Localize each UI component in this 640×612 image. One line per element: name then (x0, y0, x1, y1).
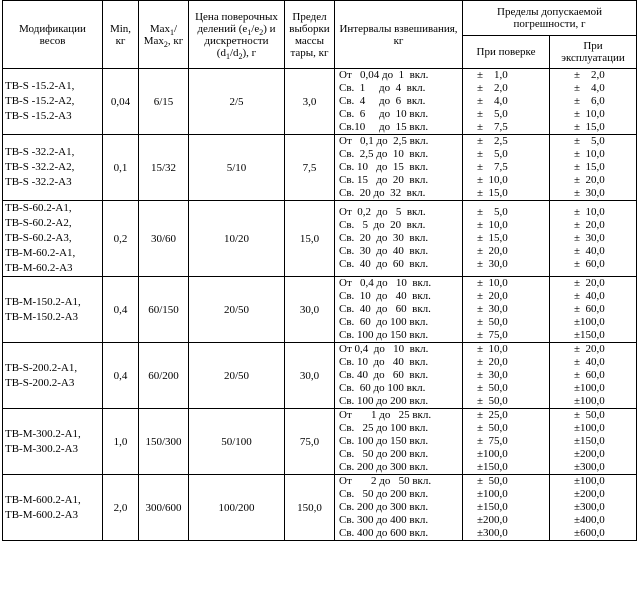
operation-cell (550, 277, 637, 343)
interval-line: Св. 60 до 100 вкл. (339, 316, 429, 328)
operation-value: ± 15,0 (574, 161, 605, 173)
operation-value: ± 4,0 (574, 82, 605, 94)
verification-value: ± 50,0 (477, 395, 508, 407)
operation-value: ±600,0 (574, 527, 605, 539)
verification-value: ±150,0 (477, 461, 508, 473)
division-cell: 2/5 (189, 69, 285, 135)
interval-line: Св. 100 до 200 вкл. (339, 395, 429, 407)
verification-value: ± 10,0 (477, 174, 508, 186)
table-row (3, 201, 637, 277)
verification-value: ± 20,0 (477, 356, 508, 368)
header-verification: При поверке (463, 36, 550, 69)
operation-cell (550, 343, 637, 409)
operation-value: ±150,0 (574, 435, 605, 447)
verification-value: ± 4,0 (477, 95, 508, 107)
model-name: ТВ-М-150.2-А1, (5, 295, 81, 308)
interval-line: Св. 20 до 32 вкл. (339, 187, 426, 199)
interval-line: Св. 10 до 15 вкл. (339, 161, 429, 173)
interval-cell (335, 135, 463, 201)
model-cell (3, 343, 103, 409)
division-cell: 20/50 (189, 343, 285, 409)
interval-line: Св. 2,5 до 10 вкл. (339, 148, 429, 160)
interval-line: Св. 200 до 300 вкл. (339, 461, 429, 473)
verification-cell (463, 277, 550, 343)
division-cell: 100/200 (189, 475, 285, 541)
operation-value: ±150,0 (574, 329, 605, 341)
operation-value: ± 15,0 (574, 121, 605, 133)
verification-value: ± 5,0 (477, 108, 508, 120)
verification-value: ± 75,0 (477, 329, 508, 341)
division-cell: 10/20 (189, 201, 285, 277)
header-modification: Модификации весов (3, 1, 103, 69)
operation-value: ± 30,0 (574, 232, 605, 244)
header-limits: Пределы допускаемой погрешности, г (463, 1, 637, 36)
operation-value: ± 10,0 (574, 108, 605, 120)
interval-line: От 0,4 до 10 вкл. (339, 343, 429, 355)
min-cell: 0,1 (103, 135, 139, 201)
table-row (3, 343, 637, 409)
model-cell (3, 69, 103, 135)
model-cell (3, 409, 103, 475)
interval-line: Св. 40 до 60 вкл. (339, 303, 431, 315)
division-cell: 5/10 (189, 135, 285, 201)
interval-cell (335, 201, 463, 277)
operation-value: ±100,0 (574, 316, 605, 328)
interval-cell (335, 69, 463, 135)
interval-line: От 0,1 до 2,5 вкл. (339, 135, 429, 147)
max-cell: 60/200 (139, 343, 189, 409)
model-name: ТВ-S -15.2-А2, (5, 95, 75, 107)
interval-line: Св. 15 до 20 вкл. (339, 174, 429, 186)
table-row (3, 409, 637, 475)
verification-value: ± 30,0 (477, 303, 508, 315)
verification-cell (463, 409, 550, 475)
verification-value: ± 75,0 (477, 435, 508, 447)
model-name: ТВ-S -15.2-А3 (5, 110, 72, 122)
operation-value: ±200,0 (574, 488, 605, 500)
verification-value: ± 50,0 (477, 422, 508, 434)
max-cell: 6/15 (139, 69, 189, 135)
verification-value: ± 10,0 (477, 343, 508, 355)
verification-value: ±150,0 (477, 501, 508, 513)
model-name: ТВ-М-300.2-А3 (5, 442, 79, 455)
operation-value: ± 20,0 (574, 174, 605, 186)
header-max: Max$_1$/ Max$_2$, кг (139, 1, 189, 69)
verification-value: ± 1,0 (477, 69, 508, 81)
max-cell: 30/60 (139, 201, 189, 277)
model-name: ТВ-S-60.2-А1, (5, 202, 72, 214)
min-cell: 0,2 (103, 201, 139, 277)
verification-value: ± 15,0 (477, 187, 508, 199)
verification-value: ± 20,0 (477, 245, 508, 257)
header-interval: Интервалы взвешивания, кг (335, 1, 463, 69)
division-cell: 50/100 (189, 409, 285, 475)
model-name: ТВ-М-150.2-А3 (5, 310, 79, 323)
operation-value: ± 40,0 (574, 245, 605, 257)
scales-spec-table (2, 0, 637, 541)
model-name: ТВ-М-300.2-А1, (5, 427, 81, 440)
operation-value: ± 2,0 (574, 69, 605, 81)
header-division: Цена поверочных делений $(e_1/e_2)$ и дискретности $(d_1/d_2)$, г (189, 1, 285, 69)
operation-cell (550, 69, 637, 135)
operation-value: ± 10,0 (574, 206, 605, 218)
max-cell: 60/150 (139, 277, 189, 343)
model-name: ТВ-S -32.2-А2, (5, 161, 75, 173)
interval-cell (335, 277, 463, 343)
model-name: ТВ-S-200.2-А3 (5, 376, 75, 389)
operation-value: ±400,0 (574, 514, 605, 526)
operation-value: ± 20,0 (574, 343, 605, 355)
model-cell (3, 277, 103, 343)
interval-line: Св. 50 до 200 вкл. (339, 448, 429, 460)
model-name: ТВ-S-60.2-А3, (5, 232, 72, 244)
model-cell (3, 475, 103, 541)
interval-line: Св. 25 до 100 вкл. (339, 422, 429, 434)
header-row-top (3, 1, 637, 36)
model-name: ТВ-М-600.2-А1, (5, 493, 81, 506)
interval-line: От 2 до 50 вкл. (339, 475, 432, 487)
interval-line: Св. 40 до 60 вкл. (339, 369, 429, 381)
operation-value: ±200,0 (574, 448, 605, 460)
verification-value: ±100,0 (477, 488, 508, 500)
interval-line: Св. 300 до 400 вкл. (339, 514, 429, 526)
interval-line: Св. 30 до 40 вкл. (339, 245, 429, 257)
model-name: ТВ-М-60.2-А3 (5, 262, 73, 274)
operation-value: ± 50,0 (574, 409, 605, 421)
model-name: ТВ-S-60.2-А2, (5, 217, 72, 229)
verification-value: ± 5,0 (477, 206, 508, 218)
model-name: ТВ-S -32.2-А1, (5, 146, 75, 158)
interval-line: Св. 100 до 150 вкл. (339, 329, 429, 341)
verification-value: ±300,0 (477, 527, 508, 539)
interval-line: Св.10 до 15 вкл. (339, 121, 429, 133)
operation-value: ±100,0 (574, 382, 605, 394)
interval-line: Св. 1 до 4 вкл. (339, 82, 426, 94)
operation-value: ± 6,0 (574, 95, 605, 107)
verification-value: ± 50,0 (477, 382, 508, 394)
tare-cell: 7,5 (285, 135, 335, 201)
tare-cell: 15,0 (285, 201, 335, 277)
table-row (3, 135, 637, 201)
operation-value: ±300,0 (574, 461, 605, 473)
interval-line: Св. 400 до 600 вкл. (339, 527, 429, 539)
interval-line: Св. 60 до 100 вкл. (339, 382, 426, 394)
verification-value: ± 7,5 (477, 121, 508, 133)
min-cell: 2,0 (103, 475, 139, 541)
verification-value: ± 2,5 (477, 135, 508, 147)
interval-line: Св. 6 до 10 вкл. (339, 108, 429, 120)
tare-cell: 150,0 (285, 475, 335, 541)
operation-value: ±100,0 (574, 475, 605, 487)
min-cell: 0,4 (103, 343, 139, 409)
operation-cell (550, 201, 637, 277)
interval-line: Св. 50 до 200 вкл. (339, 488, 429, 500)
interval-line: Св. 100 до 150 вкл. (339, 435, 429, 447)
operation-value: ± 40,0 (574, 356, 605, 368)
operation-value: ±300,0 (574, 501, 605, 513)
interval-line: От 0,04 до 1 вкл. (339, 69, 429, 81)
interval-line: От 1 до 25 вкл. (339, 409, 432, 421)
tare-cell: 75,0 (285, 409, 335, 475)
max-cell: 15/32 (139, 135, 189, 201)
interval-line: Св. 20 до 30 вкл. (339, 232, 429, 244)
operation-value: ±100,0 (574, 395, 605, 407)
operation-value: ± 20,0 (574, 219, 605, 231)
model-name: ТВ-S-200.2-А1, (5, 361, 78, 374)
operation-value: ± 60,0 (574, 303, 605, 315)
division-cell: 20/50 (189, 277, 285, 343)
header-tare: Предел выборки массы тары, кг (285, 1, 335, 69)
interval-cell (335, 343, 463, 409)
operation-cell (550, 475, 637, 541)
max-cell: 150/300 (139, 409, 189, 475)
verification-value: ± 50,0 (477, 316, 508, 328)
interval-line: Св. 5 до 20 вкл. (339, 219, 426, 231)
interval-line: От 0,2 до 5 вкл. (339, 206, 426, 218)
verification-cell (463, 201, 550, 277)
verification-value: ± 5,0 (477, 148, 508, 160)
min-cell: 1,0 (103, 409, 139, 475)
verification-value: ± 7,5 (477, 161, 508, 173)
operation-value: ± 60,0 (574, 369, 605, 381)
max-cell: 300/600 (139, 475, 189, 541)
interval-cell (335, 475, 463, 541)
interval-line: Св. 10 до 40 вкл. (339, 356, 429, 368)
header-min: Min, кг (103, 1, 139, 69)
model-name: ТВ-М-60.2-А1, (5, 247, 76, 259)
operation-value: ± 60,0 (574, 258, 605, 270)
operation-value: ± 40,0 (574, 290, 605, 302)
verification-value: ± 25,0 (477, 409, 508, 421)
operation-value: ± 30,0 (574, 187, 605, 199)
verification-value: ± 50,0 (477, 475, 508, 487)
table-row (3, 475, 637, 541)
model-name: ТВ-S -15.2-А1, (5, 80, 75, 92)
interval-line: Св. 4 до 6 вкл. (339, 95, 426, 107)
interval-line: Св. 40 до 60 вкл. (339, 258, 429, 270)
verification-value: ± 30,0 (477, 369, 508, 381)
verification-value: ±200,0 (477, 514, 508, 526)
model-cell (3, 201, 103, 277)
operation-value: ± 5,0 (574, 135, 605, 147)
operation-value: ± 10,0 (574, 148, 605, 160)
verification-value: ± 10,0 (477, 277, 508, 289)
interval-line: Св. 10 до 40 вкл. (339, 290, 431, 302)
verification-cell (463, 135, 550, 201)
min-cell: 0,4 (103, 277, 139, 343)
operation-value: ± 20,0 (574, 277, 605, 289)
interval-line: От 0,4 до 10 вкл. (339, 277, 432, 289)
model-name: ТВ-S -32.2-А3 (5, 176, 72, 188)
operation-cell (550, 135, 637, 201)
table-body (3, 69, 637, 541)
verification-value: ± 10,0 (477, 219, 508, 231)
verification-value: ± 15,0 (477, 232, 508, 244)
verification-cell (463, 475, 550, 541)
tare-cell: 3,0 (285, 69, 335, 135)
verification-cell (463, 69, 550, 135)
verification-value: ± 20,0 (477, 290, 508, 302)
operation-value: ±100,0 (574, 422, 605, 434)
table-row (3, 277, 637, 343)
verification-value: ± 30,0 (477, 258, 508, 270)
tare-cell: 30,0 (285, 277, 335, 343)
min-cell: 0,04 (103, 69, 139, 135)
verification-cell (463, 343, 550, 409)
verification-value: ± 2,0 (477, 82, 508, 94)
table-row (3, 69, 637, 135)
header-operation: При эксплуатации (550, 36, 637, 69)
verification-value: ±100,0 (477, 448, 508, 460)
interval-cell (335, 409, 463, 475)
tare-cell: 30,0 (285, 343, 335, 409)
model-cell (3, 135, 103, 201)
interval-line: Св. 200 до 300 вкл. (339, 501, 429, 513)
operation-cell (550, 409, 637, 475)
model-name: ТВ-М-600.2-А3 (5, 508, 79, 521)
